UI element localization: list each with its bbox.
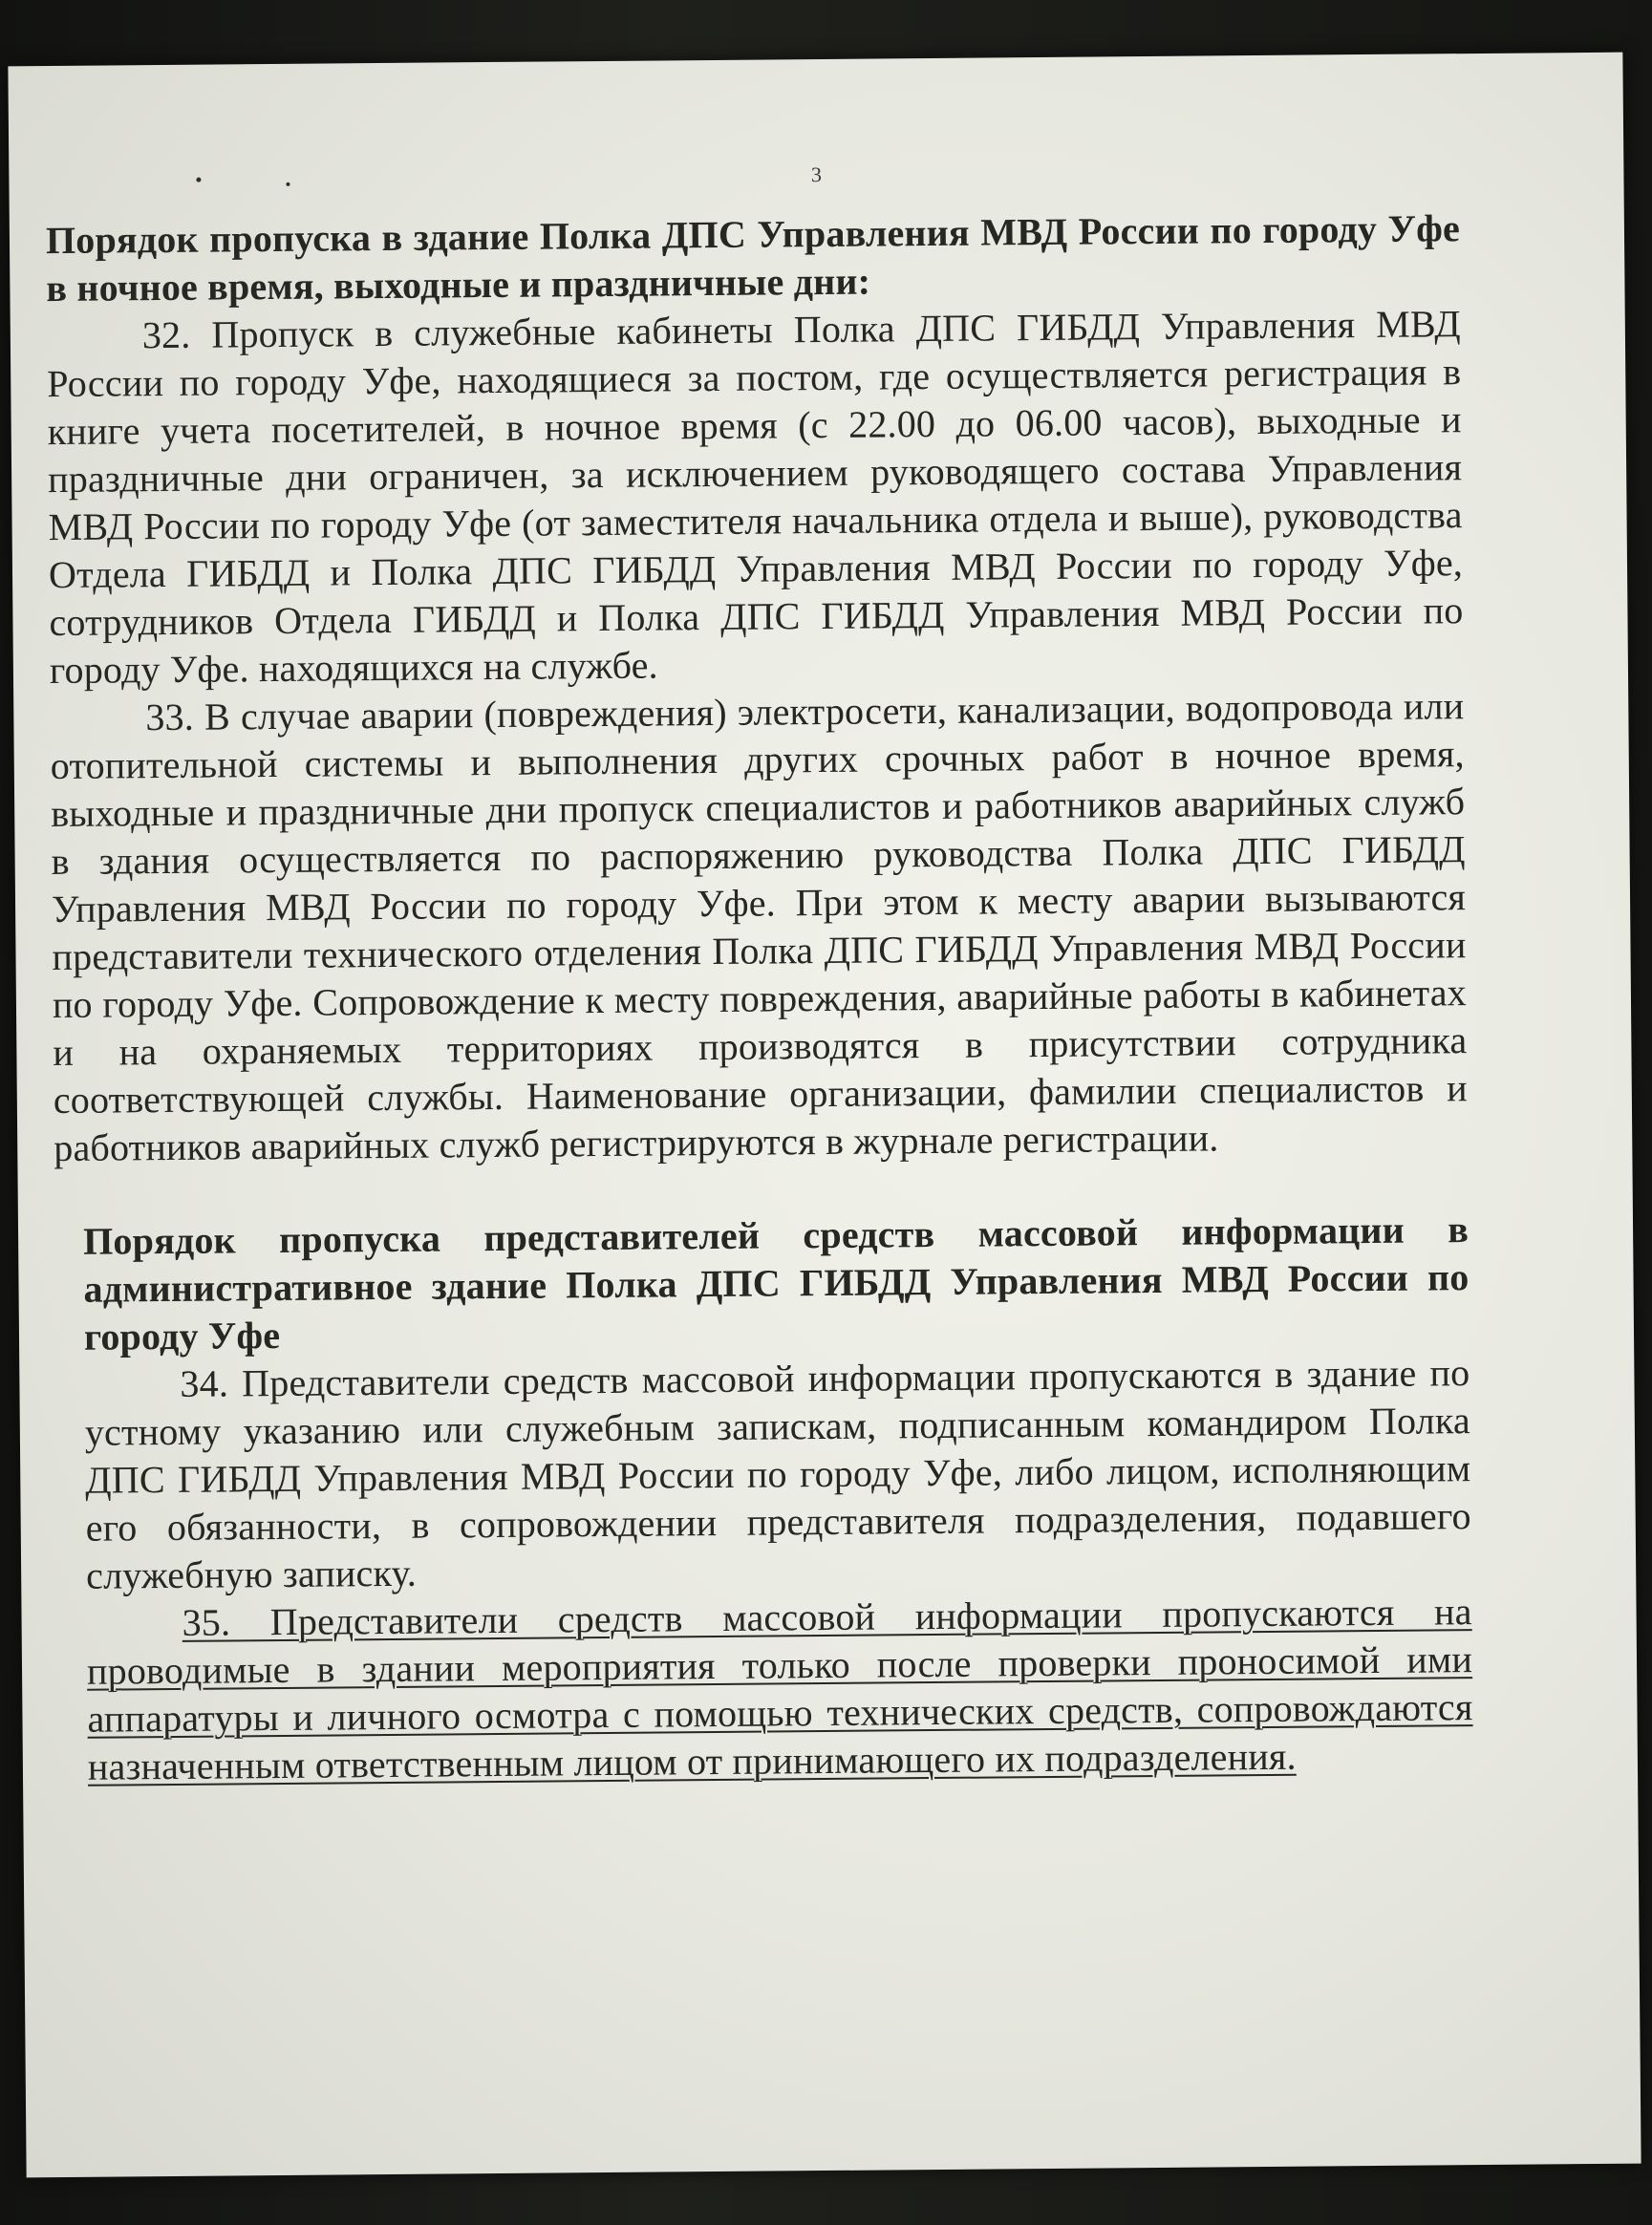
- document-page: [8, 53, 1641, 2178]
- paragraph-32: 32. Пропуск в служебные кабинеты Полка ДПС ГИБДД Управления МВД России по городу Уфе, находящиеся за постом, где осуществляется регистрация в книге учета посетителей, в ночное время (с 22.00 до 06.00 часов), выходные и праздничные дни ограничен, за исключением руководящего состава Управления МВД России по городу Уфе (от заместителя начальника отдела и выше), руководства Отдела ГИБДД и Полка ДПС ГИБДД Управления МВД России по городу Уфе, сотрудников Отдела ГИБДД и Полка ДПС ГИБДД Управления МВД России по городу Уфе. находящихся на службе.: [47, 302, 1464, 693]
- page-number: 3: [810, 161, 823, 187]
- paragraph-34: 34. Представители средств массовой информации пропускаются в здание по устному указанию или служебным запискам, подписанным командиром Полка ДПС ГИБДД Управления МВД России по городу Уфе, либо лицом, исполняющим его обязанности, в сопровождении представителя подразделения, подавшего служебную записку.: [84, 1351, 1471, 1597]
- document-body: [46, 204, 1473, 1791]
- paragraph-33: 33. В случае аварии (повреждения) электросети, канализации, водопровода или отопительной системы и выполнения других срочных работ в ночное время, выходные и праздничные дни пропуск специалистов и работников аварийных служб в здания осуществляется по распоряжению руководства Полка ДПС ГИБДД Управления МВД России по городу Уфе. При этом к месту аварии вызываются представители технического отделения Полка ДПС ГИБДД Управления МВД России по городу Уфе. Сопровождение к месту повреждения, аварийные работы в кабинетах и на охраняемых территориях производятся в присутствии сотрудника соответствующей службы. Наименование организации, фамилии специалистов и работников аварийных служб регистрируются в журнале регистрации.: [50, 684, 1468, 1170]
- section-heading-night-access: Порядок пропуска в здание Полка ДПС Управления МВД России по городу Уфе в ночное время, выходные и праздничные дни:: [45, 206, 1461, 310]
- section-heading-media-access: Порядок пропуска представителей средств массовой информации в административное здание Полка ДПС ГИБДД Управления МВД России по городу Уфе: [82, 1208, 1470, 1359]
- paragraph-35: 35. Представители средств массовой информации пропускаются на проводимые в здании мероприятия только после проверки проносимой ими аппаратуры и личного осмотра с помощью технических средств, сопровождаются назначенным ответственным лицом от принимающего их подразделения.: [86, 1590, 1473, 1788]
